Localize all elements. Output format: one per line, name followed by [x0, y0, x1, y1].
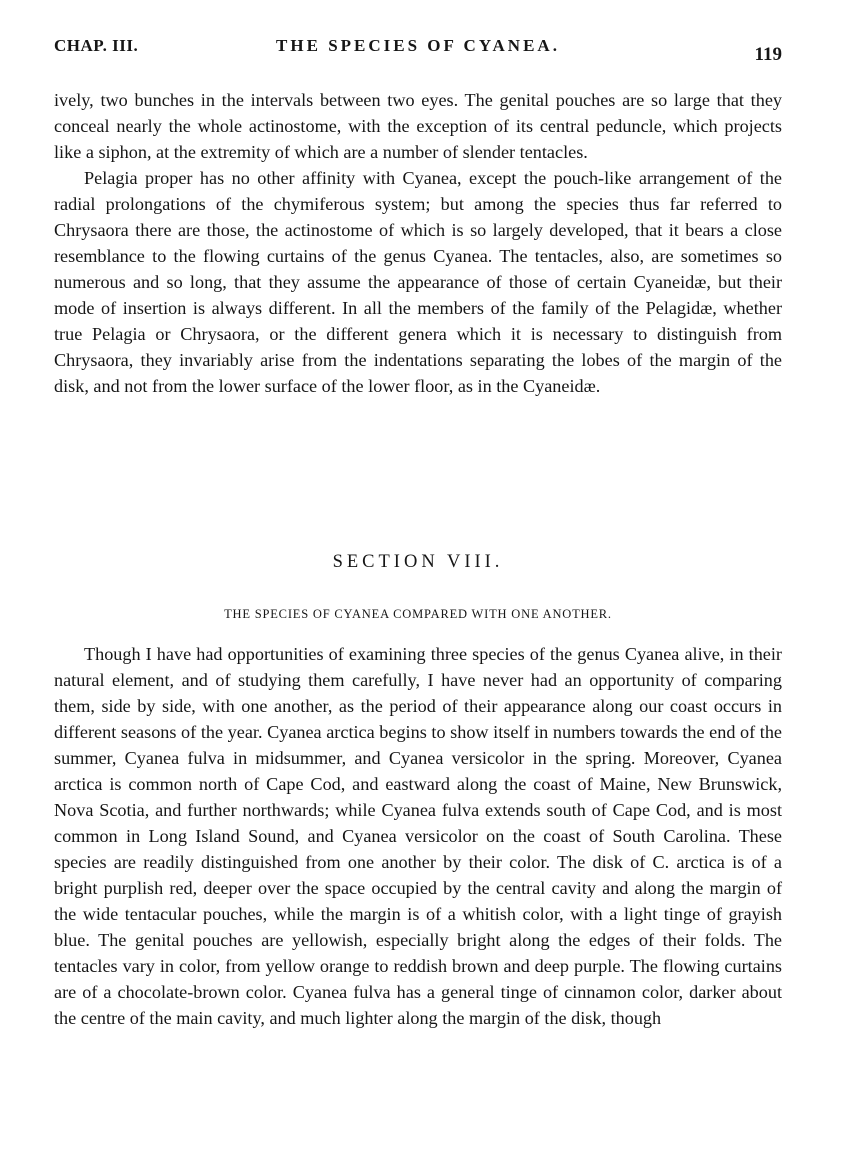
- paragraph-species-comparison: Though I have had opportunities of examining three species of the genus Cyanea alive, in their natural element, and of studying them carefully, I have never had an opportunity of comparing them, side by side, with one another, as the period of their appearance along our coast occurs in different seasons of the year. Cyanea arctica begins to show itself in numbers towards the end of the summer, Cyanea fulva in midsummer, and Cyanea versicolor in the spring. Moreover, Cyanea arctica is common north of Cape Cod, and eastward along the coast of Maine, New Brunswick, Nova Scotia, and further northwards; while Cyanea fulva extends south of Cape Cod, and is most common in Long Island Sound, and Cyanea versicolor on the coast of South Carolina. These species are readily distinguished from one another by their color. The disk of C. arctica is of a bright purplish red, deeper over the space occupied by the central cavity and along the margin of the wide tentacular pouches, while the margin is of a whitish color, with a light tinge of grayish blue. The genital pouches are yellowish, especially bright along the edges of their folds. The tentacles vary in color, from yellow orange to reddish brown and deep purple. The flowing curtains are of a chocolate-brown color. Cyanea fulva has a general tinge of cinnamon color, darker about the centre of the main cavity, and much lighter along the margin of the disk, though: [54, 644, 782, 1028]
- running-title: THE SPECIES OF CYANEA.: [276, 36, 560, 55]
- section-subtitle: THE SPECIES OF CYANEA COMPARED WITH ONE ANOTHER.: [224, 607, 612, 621]
- paragraph-pelagia: Pelagia proper has no other affinity with Cyanea, except the pouch-like arrangement of the radial prolongations of the chymiferous system; but among the species thus far referred to Chrysaora there are those, the actinostome of which is so largely developed, that it bears a close resemblance to the flowing curtains of the genus Cyanea. The tentacles, also, are sometimes so numerous and so long, that they assume the appearance of those of certain Cyaneidæ, but their mode of insertion is always different. In all the members of the family of the Pelagidæ, whether true Pelagia or Chrysaora, or the different genera which it is necessary to distinguish from Chrysaora, they invariably arise from the indentations separating the lobes of the margin of the disk, and not from the lower surface of the lower floor, as in the Cyaneidæ.: [54, 168, 782, 396]
- page-number: 119: [754, 44, 782, 65]
- text-block-top: [54, 87, 782, 399]
- paragraph-continuation: ively, two bunches in the intervals between two eyes. The genital pouches are so large that they conceal nearly the whole actinostome, with the exception of its central peduncle, which projects like a siphon, at the extremity of which are a number of slender tentacles.: [54, 90, 782, 162]
- text-block-bottom: [54, 641, 782, 1031]
- running-head: [54, 36, 782, 66]
- chapter-label: CHAP. III.: [54, 36, 139, 55]
- section-title: SECTION VIII.: [332, 552, 504, 572]
